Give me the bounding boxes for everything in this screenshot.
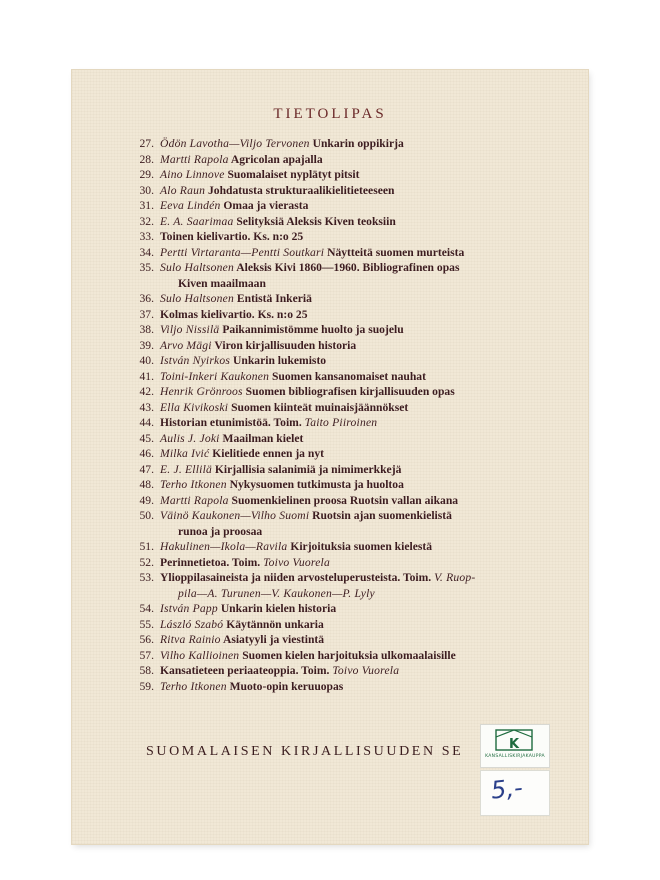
entry-text — [160, 462, 580, 478]
list-item — [128, 369, 580, 385]
entry-editor: Toivo Vuorela — [263, 555, 330, 569]
entry-text — [160, 632, 580, 648]
svg-text:K: K — [508, 737, 520, 751]
entry-number: 40. — [139, 354, 154, 367]
bookstore-logo-icon — [495, 729, 533, 751]
entry-author: Ella Kivikoski — [160, 400, 229, 414]
entry-author: Martti Rapola — [160, 152, 229, 166]
entry-text — [160, 384, 580, 400]
entry-number: 47. — [139, 462, 154, 476]
entry-title: Suomen bibliografisen kirjallisuuden opas — [245, 385, 455, 398]
entry-text — [160, 648, 580, 664]
entry-title: Nykysuomen tutkimusta ja huoltoa — [229, 478, 404, 491]
entry-number: 42. — [139, 385, 154, 398]
entry-text — [160, 679, 580, 695]
entry-author: Sulo Haltsonen — [160, 261, 234, 274]
entry-title: Kolmas kielivartio. Ks. n:o 25 — [160, 307, 308, 321]
entry-text — [160, 338, 580, 354]
list-item — [128, 198, 580, 214]
entry-text — [160, 353, 580, 369]
entry-title: Kielitiede ennen ja nyt — [212, 447, 324, 460]
entry-title: Selityksiä Aleksis Kiven teoksiin — [236, 214, 396, 228]
list-item — [128, 477, 580, 493]
entry-title: Kirjallisia salanimiä ja nimimerkkejä — [214, 462, 402, 476]
entry-author: E. A. Saarimaa — [160, 214, 234, 228]
entry-number: 58. — [139, 664, 154, 677]
entry-editor: Toivo Vuorela — [332, 664, 400, 677]
entry-number: 36. — [139, 292, 154, 305]
entry-number: 34. — [139, 245, 154, 259]
entry-author: Viljo Nissilä — [160, 323, 220, 336]
entry-author: Aulis J. Joki — [160, 431, 220, 445]
entry-number: 59. — [139, 679, 154, 693]
entry-number: 57. — [139, 648, 154, 662]
list-item — [128, 415, 580, 431]
entry-title: Paikannimistömme huolto ja suojelu — [222, 323, 404, 336]
entry-text — [160, 539, 580, 555]
entry-author: Arvo Mägi — [160, 338, 212, 352]
entry-number: 55. — [139, 617, 154, 631]
entry-number: 32. — [139, 214, 154, 228]
list-item — [128, 260, 580, 291]
entry-title: Entistä Inkeriä — [236, 292, 312, 305]
list-item — [128, 632, 580, 648]
list-item — [128, 617, 580, 633]
list-item — [128, 214, 580, 230]
entry-text — [160, 663, 580, 679]
entry-number: 46. — [139, 447, 154, 460]
entry-title: Näytteitä suomen murteista — [327, 245, 465, 259]
entry-text — [160, 307, 580, 323]
entry-text — [160, 369, 580, 385]
entry-author: Ritva Rainio — [160, 633, 221, 646]
list-item — [128, 338, 580, 354]
entry-text — [160, 570, 580, 601]
entry-title: Viron kirjallisuuden historia — [214, 338, 357, 352]
entry-title: Unkarin lukemisto — [233, 354, 327, 367]
list-item — [128, 152, 580, 168]
entry-number: 56. — [139, 633, 154, 646]
list-item — [128, 307, 580, 323]
entry-number: 52. — [139, 555, 154, 569]
entry-text — [160, 446, 580, 462]
entry-text — [160, 508, 580, 539]
entry-text — [160, 198, 580, 214]
entry-text — [160, 229, 580, 245]
entry-text — [160, 183, 580, 199]
entry-number: 41. — [139, 369, 154, 383]
publisher-line: SUOMALAISEN KIRJALLISUUDEN SE — [146, 744, 464, 759]
entry-title: Suomen kielen harjoituksia ulkomaalaisille — [242, 648, 456, 662]
entry-author: Hakulinen—Ikola—Ravila — [160, 540, 288, 553]
entry-title: Agricolan apajalla — [230, 152, 323, 166]
entry-text — [160, 617, 580, 633]
list-item — [128, 601, 580, 617]
bookstore-name: KANSALLISKIRJAKAUPPA — [485, 754, 545, 759]
entry-title: Ruotsin ajan suomenkielistä — [312, 509, 452, 522]
entry-title: Suomen kiinteät muinaisjäännökset — [231, 400, 409, 414]
entry-text — [160, 322, 580, 338]
entry-author: Toini-Inkeri Kaukonen — [160, 369, 270, 383]
bookstore-sticker — [480, 724, 550, 768]
entry-title-continued: runoa ja proosaa — [178, 524, 263, 538]
entry-title: Suomalaiset nyplätyt pitsit — [227, 168, 360, 181]
entry-author: László Szabó — [160, 617, 224, 631]
series-heading: TIETOLIPAS — [273, 106, 387, 122]
entry-text — [160, 601, 580, 617]
price-sticker — [480, 770, 550, 816]
entry-title: Muoto-opin keruuopas — [229, 679, 344, 693]
entry-number: 35. — [139, 261, 154, 274]
entry-number: 33. — [139, 230, 154, 243]
entry-author: Ödön Lavotha—Viljo Tervonen — [160, 137, 310, 150]
entry-author: István Papp — [160, 602, 218, 615]
list-item — [128, 508, 580, 539]
list-item — [128, 384, 580, 400]
entry-title: Unkarin kielen historia — [220, 602, 337, 615]
entry-title: Kansatieteen periaateoppia. Toim. — [160, 664, 330, 677]
entry-text — [160, 431, 580, 447]
list-item — [128, 648, 580, 664]
entry-number: 50. — [139, 509, 154, 522]
list-item — [128, 136, 580, 152]
list-item — [128, 183, 580, 199]
entry-text — [160, 477, 580, 493]
entry-title: Toinen kielivartio. Ks. n:o 25 — [160, 230, 304, 243]
list-item — [128, 663, 580, 679]
entry-text — [160, 167, 580, 183]
list-item — [128, 229, 580, 245]
entry-number: 29. — [139, 168, 154, 181]
entry-number: 53. — [139, 571, 154, 584]
entry-number: 28. — [139, 152, 154, 166]
entry-author: Terho Itkonen — [160, 478, 227, 491]
entry-title: Kirjoituksia suomen kielestä — [290, 540, 433, 553]
entry-text — [160, 415, 580, 431]
entry-title: Omaa ja vierasta — [223, 199, 309, 212]
entry-editor: V. Ruop- — [434, 571, 476, 584]
entry-text — [160, 400, 580, 416]
entry-title: Unkarin oppikirja — [312, 137, 404, 150]
entry-title: Maailman kielet — [222, 431, 304, 445]
book-back-cover — [72, 70, 588, 844]
entry-title: Suomen kansanomaiset nauhat — [271, 369, 426, 383]
entry-text — [160, 136, 580, 152]
entry-title: Ylioppilasaineista ja niiden arvosteluperusteista. Toim. — [160, 571, 432, 584]
entry-text — [160, 152, 580, 168]
entry-author: Henrik Grönroos — [160, 385, 243, 398]
entry-text — [160, 245, 580, 261]
entry-number: 30. — [139, 183, 154, 197]
entry-number: 51. — [139, 540, 154, 553]
entry-title: Asiatyyli ja viestintä — [222, 633, 325, 646]
entry-title: Suomenkielinen proosa Ruotsin vallan aikana — [231, 493, 459, 507]
entry-text — [160, 291, 580, 307]
entry-title: Johdatusta strukturaalikielitieteeseen — [207, 183, 395, 197]
entry-author: Vilho Kallioinen — [160, 648, 240, 662]
list-item — [128, 570, 580, 601]
list-item — [128, 679, 580, 695]
list-item — [128, 353, 580, 369]
entry-title-continued: Kiven maailmaan — [178, 276, 266, 290]
list-item — [128, 291, 580, 307]
entry-author: E. J. Ellilä — [160, 462, 212, 476]
list-item — [128, 493, 580, 509]
entry-title: Aleksis Kivi 1860—1960. Bibliografinen opas — [236, 261, 460, 274]
entry-author: Alo Raun — [160, 183, 206, 197]
entry-number: 39. — [139, 338, 154, 352]
list-item — [128, 167, 580, 183]
list-item — [128, 446, 580, 462]
entry-number: 27. — [139, 137, 154, 150]
entry-number: 54. — [139, 602, 154, 615]
entry-title: Perinnetietoa. Toim. — [160, 555, 261, 569]
entry-number: 45. — [139, 431, 154, 445]
entry-text — [160, 555, 580, 571]
list-item — [128, 400, 580, 416]
entry-text — [160, 214, 580, 230]
title-list — [128, 136, 580, 694]
list-item — [128, 322, 580, 338]
entry-text — [160, 493, 580, 509]
list-item — [128, 555, 580, 571]
entry-title: Käytännön unkaria — [226, 617, 324, 631]
entry-number: 43. — [139, 400, 154, 414]
entry-number: 49. — [139, 493, 154, 507]
entry-editor-continued: pila—A. Turunen—V. Kaukonen—P. Lyly — [178, 586, 375, 600]
entry-number: 37. — [139, 307, 154, 321]
entry-author: Väinö Kaukonen—Vilho Suomi — [160, 509, 310, 522]
entry-author: Aino Linnove — [160, 168, 225, 181]
entry-text — [160, 260, 580, 291]
entry-author: Martti Rapola — [160, 493, 229, 507]
entry-author: Milka Ivić — [160, 447, 210, 460]
entry-number: 31. — [139, 199, 154, 212]
entry-number: 48. — [139, 478, 154, 491]
price-handwritten: 5,- — [489, 773, 524, 805]
entry-author: István Nyirkos — [160, 354, 231, 367]
entry-editor: Taito Piiroinen — [304, 416, 378, 429]
entry-title: Historian etunimistöä. Toim. — [160, 416, 302, 429]
entry-author: Terho Itkonen — [160, 679, 227, 693]
list-item — [128, 431, 580, 447]
list-item — [128, 539, 580, 555]
entry-number: 38. — [139, 323, 154, 336]
entry-author: Eeva Lindén — [160, 199, 221, 212]
entry-author: Sulo Haltsonen — [160, 292, 234, 305]
list-item — [128, 462, 580, 478]
entry-author: Pertti Virtaranta—Pentti Soutkari — [160, 245, 325, 259]
entry-number: 44. — [139, 416, 154, 429]
list-item — [128, 245, 580, 261]
